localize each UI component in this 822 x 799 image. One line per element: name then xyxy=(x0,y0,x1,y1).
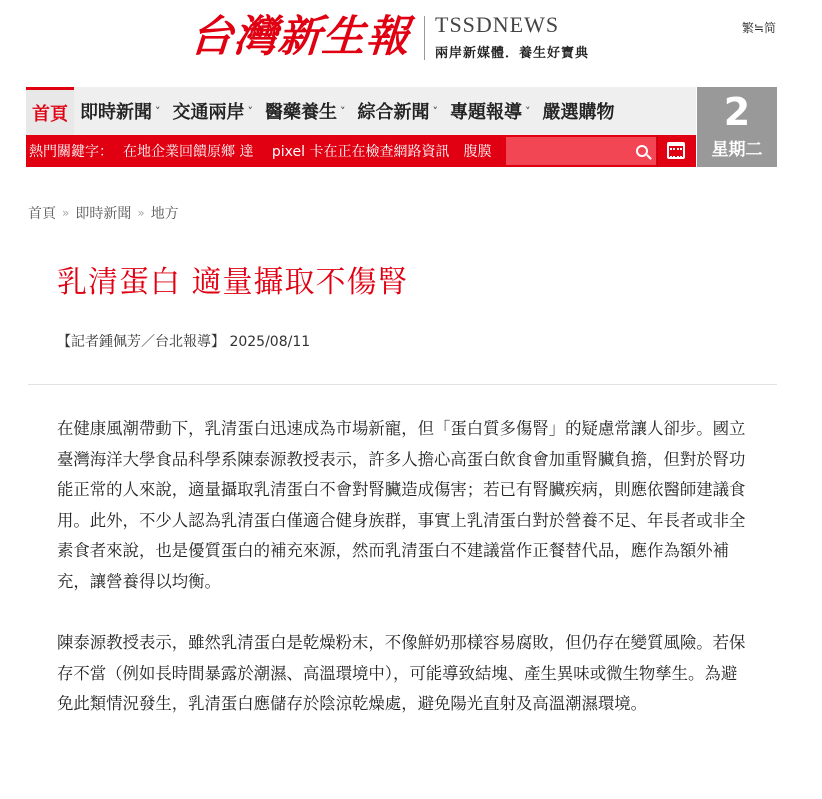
nav-label: 首頁 xyxy=(32,103,68,125)
article-paragraph: 陳泰源教授表示，雖然乳清蛋白是乾燥粉末，不像鮮奶那樣容易腐敗，但仍存在變質風險。若保存不當（例如長時間暴露於潮濕、高溫環境中），可能導致結塊、產生異味或微生物孳生。為避免此類情況發生，乳清蛋白應儲存於陰涼乾燥處，避免陽光直射及高溫潮濕環境。 xyxy=(57,633,746,713)
nav-label: 即時新聞 xyxy=(80,102,152,123)
nav-item-general-news[interactable] xyxy=(352,87,445,135)
site-logo[interactable] xyxy=(190,14,589,61)
article-title: 乳清蛋白 適量攝取不傷腎 xyxy=(57,265,409,300)
nav-item-shopping[interactable] xyxy=(537,87,621,135)
chevron-down-icon: ˅ xyxy=(155,104,161,118)
logo-english: TSSDNEWS xyxy=(435,12,560,37)
nav-label: 醫藥養生 xyxy=(265,102,337,123)
nav-item-traffic-cross-strait[interactable] xyxy=(167,87,260,135)
logo-chinese: 台灣新生報 xyxy=(188,12,412,62)
article-paragraph: 在健康風潮帶動下，乳清蛋白迅速成為市場新寵，但「蛋白質多傷腎」的疑慮常讓人卻步。國立臺灣海洋大學食品科學系陳泰源教授表示，許多人擔心高蛋白飲食會加重腎臟負擔，但對於腎功能正常的人來說，適量攝取乳清蛋白不會對腎臟造成傷害；若已有腎臟疾病，則應依醫師建議食用。此外，不少人認為乳清蛋白僅適合健身族群，事實上乳清蛋白對於營養不足、年長者或非全素食者來說，也是優質蛋白的補充來源，然而乳清蛋白不建議當作正餐替代品，應作為額外補充，讓營養得以均衡。 xyxy=(57,419,746,591)
search-button[interactable] xyxy=(506,137,656,165)
logo-text xyxy=(435,14,589,61)
breadcrumb-home[interactable]: 首頁 xyxy=(28,206,56,222)
date-day: 2 xyxy=(723,90,751,134)
chevron-down-icon: ˅ xyxy=(432,104,438,118)
breadcrumb-realtime-news[interactable]: 即時新聞 xyxy=(75,206,132,222)
nav-label: 專題報導 xyxy=(450,102,522,123)
main-nav xyxy=(26,87,696,135)
nav-label: 交通兩岸 xyxy=(172,102,245,123)
breadcrumb-separator: » xyxy=(137,206,145,220)
nav-label: 嚴選購物 xyxy=(542,102,615,123)
nav-item-medical-health[interactable] xyxy=(259,87,352,135)
search-icon xyxy=(636,145,648,157)
breadcrumb-separator: » xyxy=(62,206,70,220)
hot-keywords-label: 熱門關鍵字： xyxy=(29,144,113,160)
chevron-down-icon: ˅ xyxy=(340,104,346,118)
site-header xyxy=(0,0,822,87)
hot-keywords-bar xyxy=(26,135,696,167)
nav-label: 綜合新聞 xyxy=(357,102,430,123)
nav-item-home[interactable] xyxy=(26,87,74,135)
breadcrumb xyxy=(28,203,179,223)
logo-divider xyxy=(424,16,425,60)
hot-keywords-ticker[interactable]: 在地企業回饋原鄉 達 pixel 卡在正在檢查網路資訊 腹膜 xyxy=(123,144,492,160)
calendar-icon[interactable] xyxy=(667,142,685,159)
date-box xyxy=(697,87,777,167)
breadcrumb-local[interactable]: 地方 xyxy=(150,206,179,222)
logo-slogan: 兩岸新媒體．養生好寶典 xyxy=(435,46,590,61)
nav-item-realtime-news[interactable] xyxy=(74,87,167,135)
article-divider xyxy=(28,384,777,385)
language-toggle[interactable]: 繁≒简 xyxy=(741,21,776,35)
article-byline: 【記者鍾佩芳／台北報導】 2025/08/11 xyxy=(57,334,311,350)
divider xyxy=(657,135,658,167)
chevron-down-icon: ˅ xyxy=(525,104,531,118)
nav-item-special-reports[interactable] xyxy=(444,87,537,135)
chevron-down-icon: ˅ xyxy=(247,104,253,118)
date-weekday: 星期二 xyxy=(711,140,763,160)
